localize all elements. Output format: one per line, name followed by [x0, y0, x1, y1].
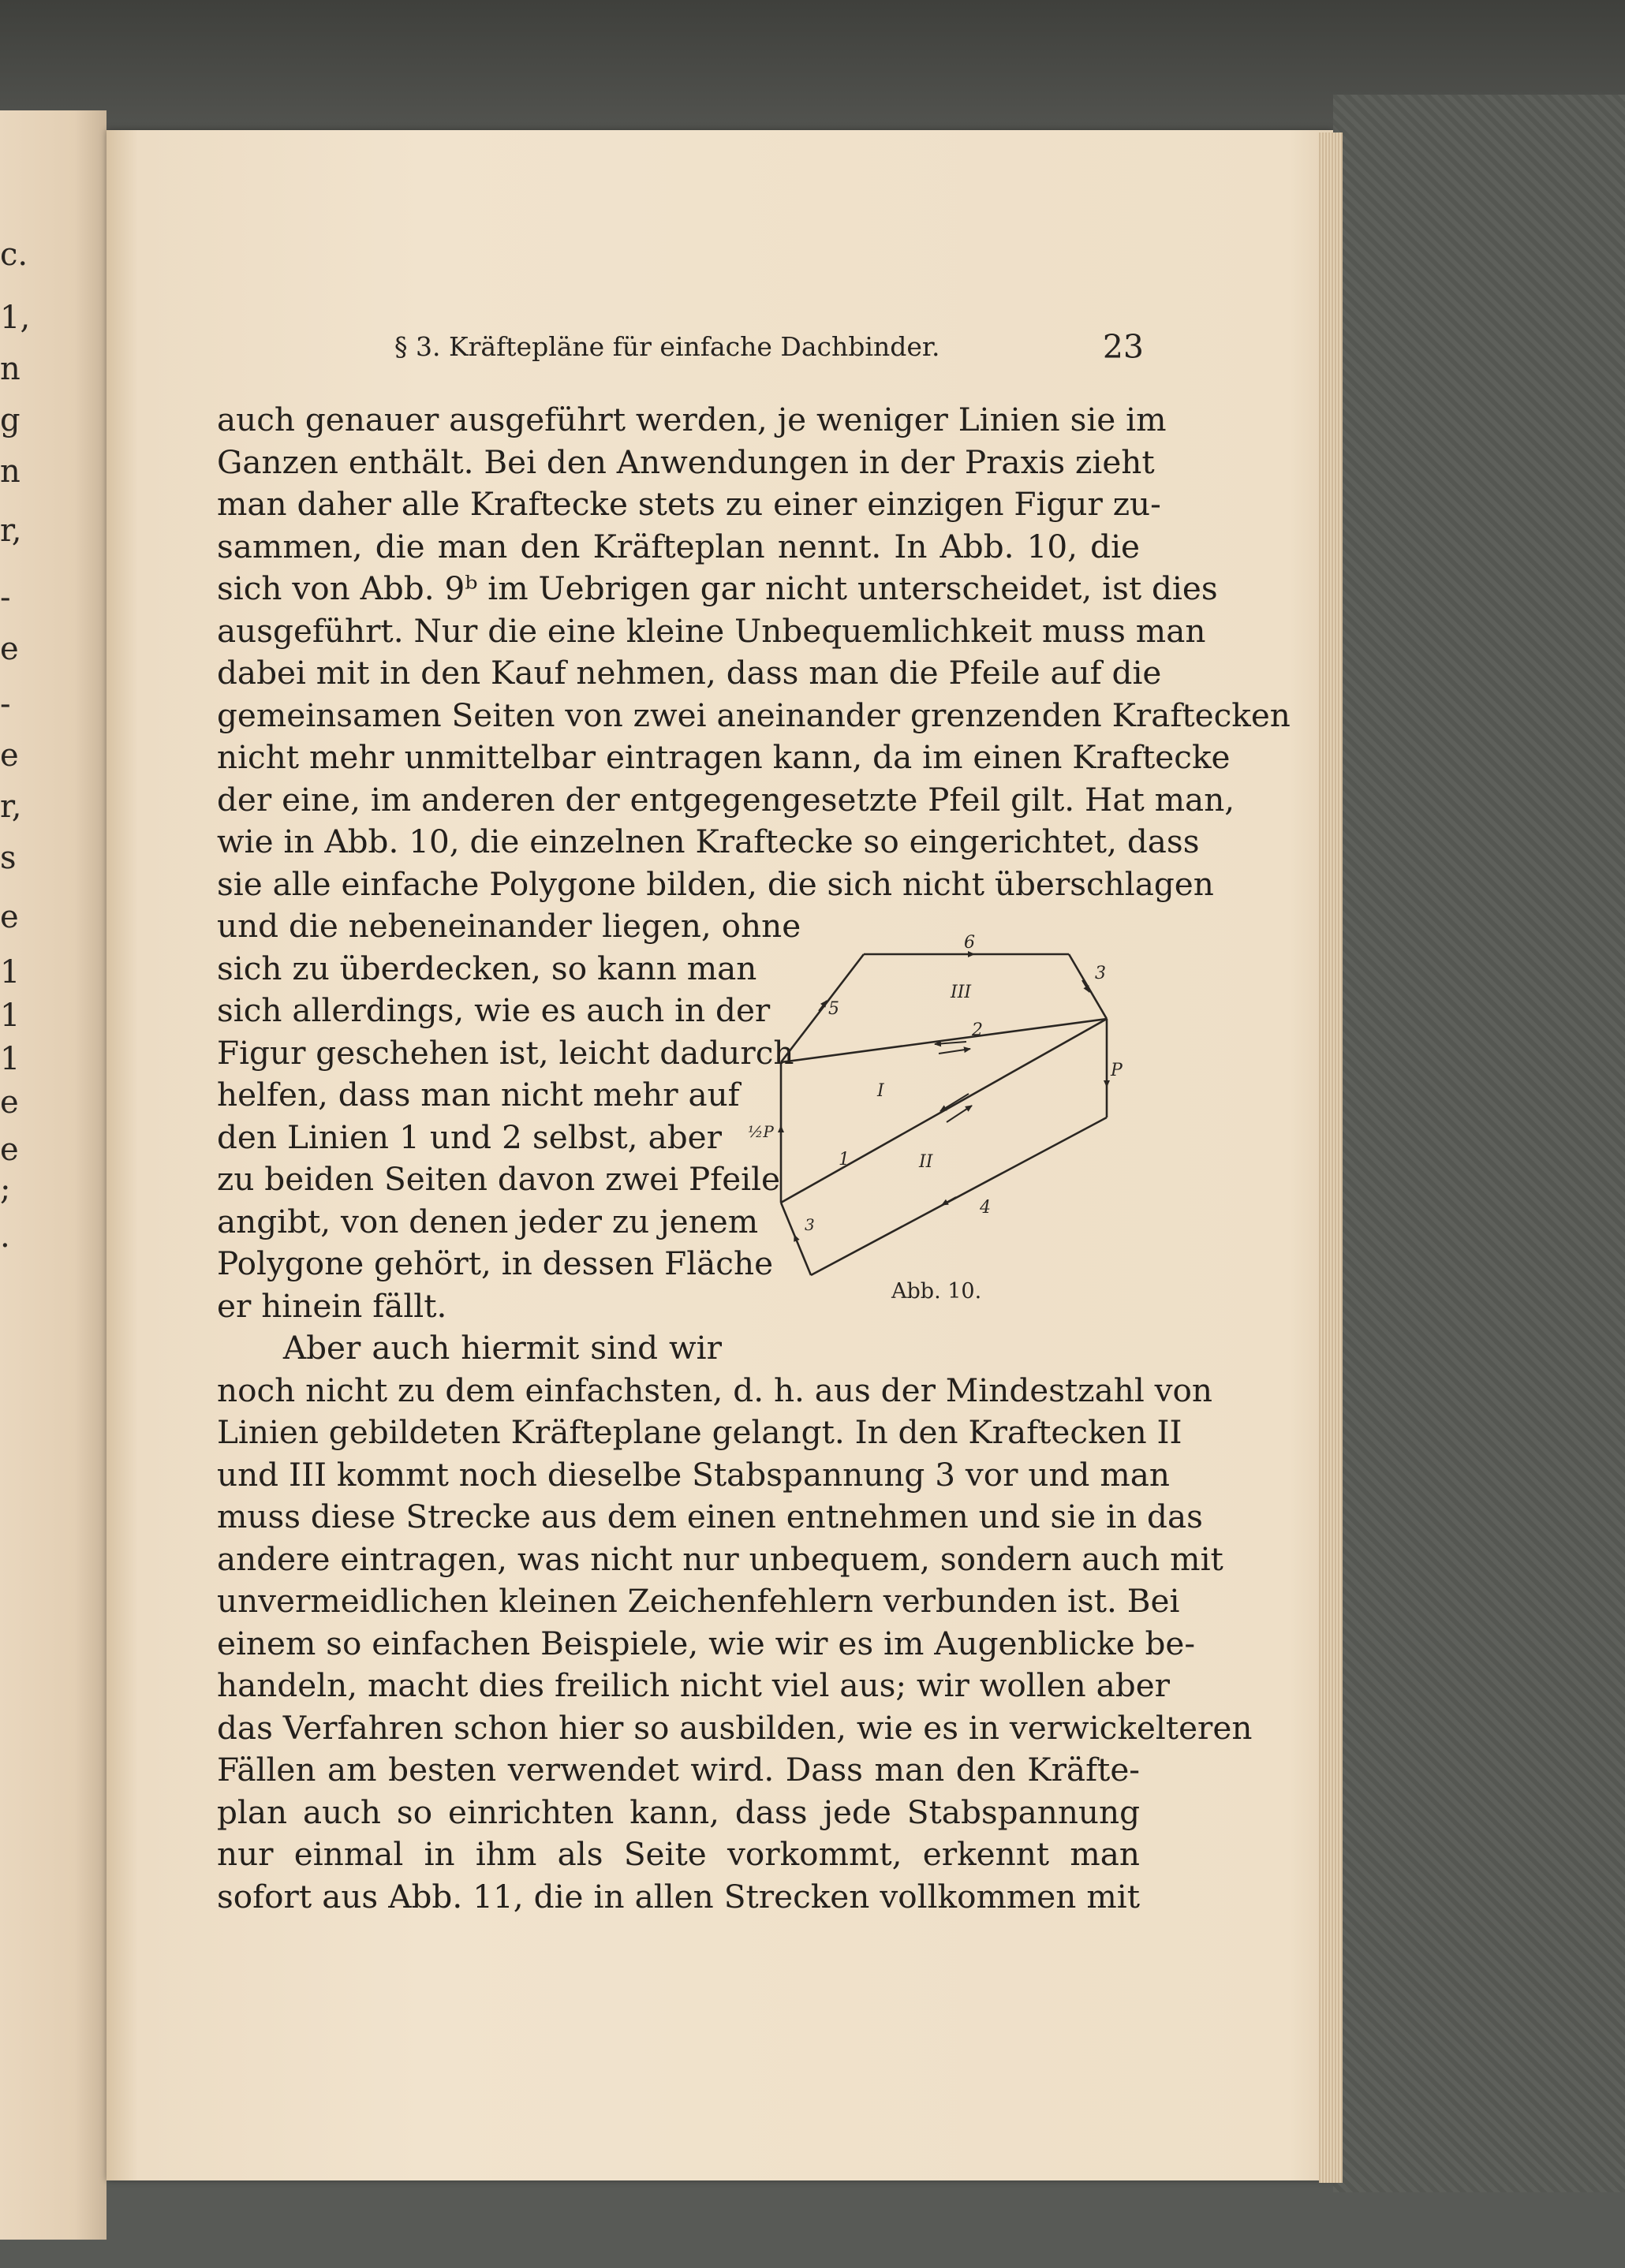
force-diagram-figure	[748, 931, 1136, 1293]
left-edge-fragment: s	[0, 840, 17, 876]
text-line: wie in Abb. 10, die einzelnen Kraftecke so eingerichtet, dass	[217, 823, 1200, 860]
text-line: dabei mit in den Kauf nehmen, dass man die Pfeile auf die	[217, 654, 1162, 692]
figure-caption: Abb. 10.	[891, 1279, 982, 1304]
text-line: man daher alle Kraftecke stets zu einer einzigen Figur zu-	[217, 485, 1161, 523]
label-3-top: 3	[1095, 964, 1106, 983]
label-5: 5	[828, 999, 839, 1019]
text-line: und die nebeneinander liegen, ohne	[217, 907, 801, 945]
label-6: 6	[964, 933, 975, 953]
text-line: Linien gebildeten Kräfteplane gelangt. In den Kraftecken II	[217, 1413, 1182, 1451]
running-header	[394, 328, 1144, 371]
left-edge-fragment: -	[0, 580, 11, 616]
text-line: nicht mehr unmittelbar eintragen kann, da im einen Kraftecke	[217, 738, 1231, 776]
left-edge-fragment: g	[0, 402, 21, 438]
left-edge-fragment: 1,	[0, 300, 31, 336]
member-2	[781, 1019, 1107, 1062]
text-line: muss diese Strecke aus dem einen entnehmen und sie in das	[217, 1498, 1203, 1535]
arrow-1-upper	[940, 1094, 969, 1111]
page-edge	[1319, 132, 1343, 2183]
label-region-III: III	[951, 983, 972, 1002]
text-line: und III kommt noch dieselbe Stabspannung 3 vor und man	[217, 1456, 1170, 1494]
label-p: P	[1111, 1061, 1123, 1080]
left-edge-fragment: n	[0, 351, 21, 387]
text-line: andere eintragen, was nicht nur unbequem, sondern auch mit	[217, 1540, 1223, 1578]
text-line: Polygone gehört, in dessen Fläche	[217, 1244, 774, 1282]
arrow-4	[942, 1197, 956, 1205]
text-line: Ganzen enthält. Bei den Anwendungen in der Praxis zieht	[217, 443, 1155, 481]
member-5	[781, 954, 864, 1062]
left-edge-fragment: e	[0, 631, 19, 667]
text-line: unvermeidlichen kleinen Zeichenfehlern verbunden ist. Bei	[217, 1582, 1180, 1620]
text-line: noch nicht zu dem einfachsten, d. h. aus der Mindestzahl von	[217, 1371, 1213, 1409]
left-edge-fragment: 1	[0, 1041, 21, 1077]
left-edge-fragment: r,	[0, 513, 22, 549]
text-line: nur einmal in ihm als Seite vorkommt, erkennt man	[217, 1835, 1140, 1873]
left-edge-fragment: e	[0, 1084, 19, 1121]
label-half-p: ½P	[748, 1122, 774, 1141]
text-line: er hinein fällt.	[217, 1287, 447, 1325]
label-3-bottom: 3	[805, 1215, 815, 1234]
text-line: den Linien 1 und 2 selbst, aber	[217, 1118, 722, 1156]
left-edge-fragment: e	[0, 899, 19, 935]
text-line: plan auch so einrichten kann, dass jede Stabspannung	[217, 1793, 1140, 1831]
member-1	[781, 1019, 1107, 1203]
text-line: Figur geschehen ist, leicht dadurch	[217, 1034, 794, 1072]
text-line: helfen, dass man nicht mehr auf	[217, 1076, 740, 1113]
text-line: handeln, macht dies freilich nicht viel aus; wir wollen aber	[217, 1666, 1171, 1704]
arrow-5	[819, 1001, 827, 1011]
left-page-edge-text	[0, 110, 103, 2240]
left-edge-fragment: n	[0, 453, 21, 490]
label-region-I: I	[877, 1081, 884, 1101]
text-line: sich von Abb. 9ᵇ im Uebrigen gar nicht unterscheidet, ist dies	[217, 569, 1218, 607]
text-line: zu beiden Seiten davon zwei Pfeile	[217, 1160, 781, 1198]
label-4: 4	[980, 1198, 991, 1218]
label-2: 2	[972, 1020, 983, 1040]
arrow-2-lower	[939, 1049, 970, 1054]
label-1: 1	[839, 1150, 850, 1169]
text-line: angibt, von denen jeder zu jenem	[217, 1203, 759, 1240]
text-line: auch genauer ausgeführt werden, je weniger Linien sie im	[217, 401, 1167, 438]
text-line: einem so einfachen Beispiele, wie wir es im Augenblicke be-	[217, 1625, 1196, 1662]
left-edge-fragment: 1	[0, 954, 21, 990]
text-line: Fällen am besten verwendet wird. Dass man den Kräfte-	[217, 1751, 1140, 1789]
left-edge-fragment: e	[0, 737, 19, 774]
member-4	[811, 1117, 1107, 1275]
text-line: sie alle einfache Polygone bilden, die sich nicht überschlagen	[217, 865, 1214, 903]
label-region-II: II	[919, 1152, 933, 1172]
text-line: der eine, im anderen der entgegengesetzte Pfeil gilt. Hat man,	[217, 781, 1235, 819]
left-edge-fragment: c.	[0, 237, 28, 273]
force-polygon-diagram	[748, 931, 1136, 1293]
left-edge-fragment: .	[0, 1218, 10, 1255]
text-line: ausgeführt. Nur die eine kleine Unbequemlichkeit muss man	[217, 612, 1206, 650]
text-line: gemeinsamen Seiten von zwei aneinander grenzenden Kraftecken	[217, 696, 1291, 734]
left-edge-fragment: r,	[0, 789, 22, 825]
page-number: 23	[1102, 328, 1144, 366]
text-line: sich allerdings, wie es auch in der	[217, 991, 771, 1029]
text-line: sich zu überdecken, so kann man	[217, 949, 757, 987]
left-edge-fragment: -	[0, 686, 11, 722]
text-line: sofort aus Abb. 11, die in allen Strecken vollkommen mit	[217, 1878, 1140, 1915]
left-edge-fragment: 1	[0, 998, 21, 1034]
left-edge-fragment: e	[0, 1132, 19, 1168]
header-title: § 3. Kräftepläne für einfache Dachbinder.	[394, 331, 940, 362]
text-line: das Verfahren schon hier so ausbilden, wie es in verwickelteren	[217, 1709, 1253, 1747]
book-cover-right	[1333, 95, 1625, 2192]
text-line: sammen, die man den Kräfteplan nennt. In Abb. 10, die	[217, 528, 1140, 565]
left-edge-fragment: ;	[0, 1171, 11, 1207]
text-line: Aber auch hiermit sind wir	[217, 1329, 722, 1367]
